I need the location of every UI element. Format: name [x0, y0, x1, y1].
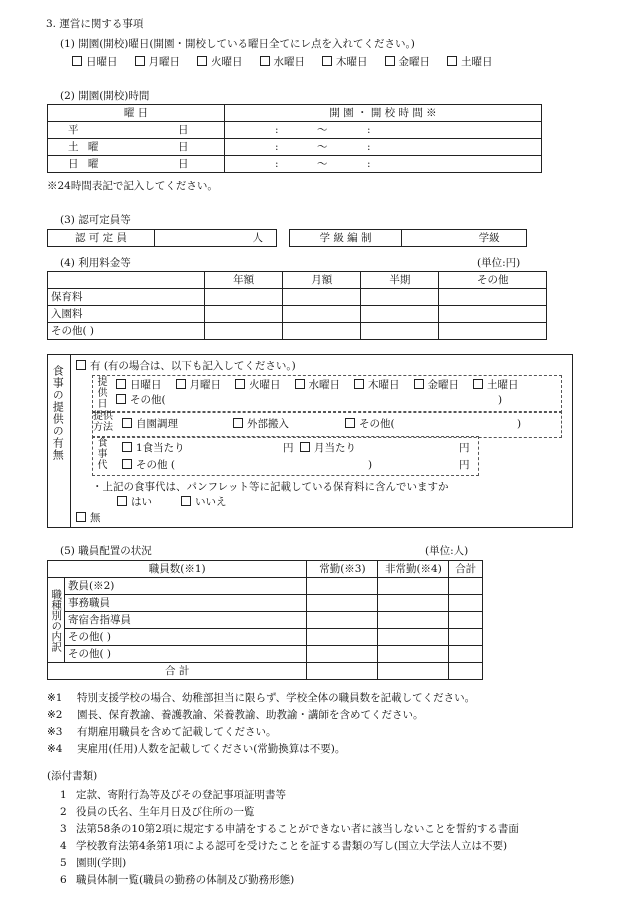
hours-day: 日 曜	[68, 157, 102, 170]
hours-day-suffix: 日	[178, 123, 189, 136]
note-item	[47, 707, 475, 724]
open-day-1	[135, 56, 181, 68]
fees-cell[interactable]	[439, 306, 547, 323]
staff-total-part[interactable]	[378, 663, 449, 680]
staff-part-cell[interactable]	[378, 578, 449, 595]
attachment-text: 役員の氏名、生年月日及び住所の一覧	[76, 806, 255, 818]
attachment-text: 法第58条の10第2項に規定する申請をすることができない者に該当しないことを誓約する書面	[76, 823, 519, 835]
meal-cost-yen-2: 円	[459, 442, 470, 454]
fees-cell[interactable]	[361, 306, 439, 323]
fees-cell[interactable]	[205, 289, 283, 306]
staff-role: その他( )	[65, 646, 307, 663]
class-label: 学 級 編 制	[290, 230, 402, 247]
meals-no-checkbox[interactable]	[76, 512, 86, 522]
meal-day-0-text: 日曜日	[130, 379, 162, 391]
open-day-1-text: 月曜日	[148, 56, 180, 68]
hours-time-field[interactable]	[225, 156, 542, 173]
meal-cost-other-close: )	[368, 459, 373, 471]
staff-role: その他( )	[65, 629, 307, 646]
fees-row	[48, 306, 547, 323]
meal-cost-other-checkbox[interactable]	[122, 459, 132, 469]
hours-sep-close: :	[367, 157, 371, 170]
meal-method-self	[122, 418, 178, 431]
capacity-cap-label: 認 可 定 員	[48, 230, 155, 247]
fees-cell[interactable]	[439, 289, 547, 306]
meal-answer-yes	[117, 496, 152, 509]
meal-day-4-checkbox[interactable]	[354, 379, 364, 389]
meal-day-2-checkbox[interactable]	[235, 379, 245, 389]
hours-row	[48, 122, 542, 139]
meal-method-other	[345, 418, 395, 431]
open-day-3-text: 水曜日	[273, 56, 305, 68]
fees-unit: (単位:円)	[477, 257, 521, 269]
meal-day-4-text: 木曜日	[368, 379, 400, 391]
staff-full-cell[interactable]	[307, 646, 378, 663]
hours-tilde: 〜	[317, 140, 328, 153]
fees-table	[47, 271, 547, 340]
open-day-6	[447, 56, 493, 68]
open-day-5-text: 金曜日	[398, 56, 430, 68]
attachment-text: 定款、寄附行為等及びその登記事項証明書等	[76, 789, 286, 801]
capacity-cap-field[interactable]	[155, 230, 277, 247]
staff-total-cell[interactable]	[449, 646, 483, 663]
open-day-2	[197, 56, 243, 68]
fees-cell[interactable]	[205, 306, 283, 323]
meals-no-text: 無	[90, 512, 101, 524]
staff-full-cell[interactable]	[307, 595, 378, 612]
staff-unit: (単位:人)	[425, 545, 469, 557]
meal-day-5-text: 金曜日	[427, 379, 459, 391]
open-day-6-text: 土曜日	[461, 56, 493, 68]
hours-day-suffix: 日	[178, 157, 189, 170]
hours-day: 平	[68, 123, 82, 136]
meal-day-6-checkbox[interactable]	[473, 379, 483, 389]
hours-sep-close: :	[367, 140, 371, 153]
fees-row-label: 入園料	[48, 306, 205, 323]
hours-sep-open: :	[275, 140, 279, 153]
open-day-4-text: 木曜日	[336, 56, 368, 68]
fees-cell[interactable]	[283, 289, 361, 306]
staff-row	[48, 612, 483, 629]
open-day-2-text: 火曜日	[211, 56, 243, 68]
staff-part-cell[interactable]	[378, 629, 449, 646]
attachment-item	[60, 787, 519, 804]
note-text: 有期雇用職員を含めて記載してください。	[77, 726, 277, 738]
fees-row-label: 保育料	[48, 289, 205, 306]
attachments-list	[60, 787, 519, 889]
meal-cost-per-meal-checkbox[interactable]	[122, 442, 132, 452]
meal-cost-other	[122, 459, 175, 472]
staff-role: 事務職員	[65, 595, 307, 612]
hours-row	[48, 156, 542, 173]
open-days-checkboxes	[72, 56, 510, 69]
attachment-number: 3	[60, 823, 67, 835]
note-item	[47, 724, 475, 741]
meals-yes-text: 有 (有の場合は、以下も記入してください。)	[90, 360, 296, 372]
class-unit: 学級	[478, 231, 500, 244]
hours-sep-open: :	[275, 157, 279, 170]
note-mark: ※1	[47, 692, 63, 704]
capacity-label: (3) 認可定員等	[60, 214, 131, 226]
fees-cell[interactable]	[283, 323, 361, 340]
open-day-1-checkbox[interactable]	[135, 56, 145, 66]
staff-full-cell[interactable]	[307, 629, 378, 646]
staff-col-full: 常勤(※3)	[307, 561, 378, 578]
fees-cell[interactable]	[361, 323, 439, 340]
meal-cost-per-month	[300, 442, 356, 455]
hours-note: ※24時間表記で記入してください。	[47, 180, 218, 192]
fees-cell[interactable]	[205, 323, 283, 340]
open-day-4-checkbox[interactable]	[322, 56, 332, 66]
attachments-label: (添付書類)	[47, 770, 98, 782]
capacity-table	[47, 229, 277, 247]
meal-method-self-checkbox[interactable]	[122, 418, 132, 428]
note-text: 実雇用(任用)人数を記載してください(常勤換算は不要)。	[77, 743, 346, 755]
meal-included-question: ・上記の食事代は、パンフレット等に記載している保育料に含んでいますか	[92, 481, 449, 493]
attachment-text: 職員体制一覧(職員の勤務の体制及び勤務形態)	[76, 874, 295, 886]
note-text: 特別支援学校の場合、幼稚部担当に限らず、学校全体の職員数を記載してください。	[77, 692, 476, 704]
fees-col-header: その他	[439, 272, 547, 289]
fees-row	[48, 323, 547, 340]
meal-day-6-text: 土曜日	[487, 379, 519, 391]
open-day-4	[322, 56, 368, 68]
attachment-text: 園則(学則)	[76, 857, 127, 869]
hours-day-cell	[48, 139, 225, 156]
staff-col-total: 合計	[449, 561, 483, 578]
attachment-item	[60, 838, 519, 855]
meal-day-2-text: 火曜日	[249, 379, 281, 391]
meal-answer-no-checkbox[interactable]	[181, 496, 191, 506]
fees-cell[interactable]	[361, 289, 439, 306]
meal-cost-per-month-text: 月当たり	[314, 442, 356, 454]
note-item	[47, 741, 475, 758]
meal-day-6	[473, 379, 519, 391]
meal-cost-other-text: その他 (	[136, 459, 175, 471]
meal-method-external	[233, 418, 289, 431]
attachment-number: 6	[60, 874, 67, 886]
staff-part-cell[interactable]	[378, 595, 449, 612]
open-day-2-checkbox[interactable]	[197, 56, 207, 66]
open-days-label: (1) 開園(開校)曜日(開園・開校している曜日全てにレ点を入れてください。)	[60, 38, 415, 50]
open-day-5	[385, 56, 431, 68]
hours-tilde: 〜	[317, 123, 328, 136]
hours-day: 土 曜	[68, 140, 102, 153]
open-day-6-checkbox[interactable]	[447, 56, 457, 66]
meals-yes	[76, 360, 296, 373]
meal-cost-per-meal	[122, 442, 185, 455]
meal-days-other-close: )	[498, 394, 503, 406]
meal-day-0-checkbox[interactable]	[116, 379, 126, 389]
staff-row	[48, 629, 483, 646]
fees-cell[interactable]	[283, 306, 361, 323]
hours-time-field[interactable]	[225, 139, 542, 156]
attachment-item	[60, 872, 519, 889]
hours-sep-open: :	[275, 123, 279, 136]
meal-cost-per-meal-text: 1食当たり	[136, 442, 185, 454]
section-heading: 3. 運営に関する事項	[46, 18, 144, 30]
meal-days-checkboxes	[116, 379, 533, 392]
capacity-cap-unit: 人	[252, 231, 263, 244]
meal-day-3-text: 水曜日	[308, 379, 340, 391]
fees-label: (4) 利用料金等	[60, 257, 131, 269]
meals-side-label: 食事の提供の有無	[51, 365, 65, 461]
hours-table	[47, 104, 542, 173]
meal-method-external-checkbox[interactable]	[233, 418, 243, 428]
hours-row	[48, 139, 542, 156]
meal-days-other	[116, 394, 166, 407]
meal-day-0	[116, 379, 162, 391]
hours-header-time: 開 園 ・ 開 校 時 間 ※	[225, 105, 542, 122]
staff-full-cell[interactable]	[307, 612, 378, 629]
meal-cost-yen-3: 円	[459, 459, 470, 471]
staff-total-label: 合 計	[48, 663, 307, 680]
staff-total-sum[interactable]	[449, 663, 483, 680]
meal-method-other-text: その他(	[359, 418, 395, 430]
attachment-item	[60, 804, 519, 821]
meal-answer-no	[181, 496, 227, 509]
meal-method-label: 提供方法	[93, 411, 113, 433]
meal-day-5-checkbox[interactable]	[414, 379, 424, 389]
meal-day-4	[354, 379, 400, 391]
meal-cost-per-month-checkbox[interactable]	[300, 442, 310, 452]
attachment-number: 2	[60, 806, 67, 818]
attachment-number: 5	[60, 857, 67, 869]
staff-label: (5) 職員配置の状況	[60, 545, 152, 557]
staff-side-cell	[48, 578, 65, 663]
open-day-0-checkbox[interactable]	[72, 56, 82, 66]
meal-cost-label: 食事代	[95, 437, 106, 470]
open-day-0	[72, 56, 118, 68]
class-field[interactable]	[402, 230, 527, 247]
meal-answer-no-text: いいえ	[195, 496, 227, 508]
note-mark: ※4	[47, 743, 63, 755]
hours-sep-close: :	[367, 123, 371, 136]
attachment-number: 4	[60, 840, 67, 852]
fees-col-header: 半期	[361, 272, 439, 289]
meals-yes-checkbox[interactable]	[76, 360, 86, 370]
open-day-5-checkbox[interactable]	[385, 56, 395, 66]
meals-no	[76, 512, 101, 525]
note-mark: ※3	[47, 726, 63, 738]
staff-part-cell[interactable]	[378, 612, 449, 629]
staff-total-cell[interactable]	[449, 612, 483, 629]
open-day-0-text: 日曜日	[86, 56, 118, 68]
staff-row	[48, 595, 483, 612]
staff-total-full[interactable]	[307, 663, 378, 680]
meal-day-1	[176, 379, 222, 391]
attachment-item	[60, 821, 519, 838]
staff-side-label: 職種別の内訳	[50, 588, 63, 652]
open-day-3-checkbox[interactable]	[260, 56, 270, 66]
meal-method-other-checkbox[interactable]	[345, 418, 355, 428]
meal-day-1-checkbox[interactable]	[176, 379, 186, 389]
hours-label: (2) 開園(開校)時間	[60, 90, 150, 102]
attachment-item	[60, 855, 519, 872]
staff-row	[48, 646, 483, 663]
class-table	[289, 229, 527, 247]
hours-tilde: 〜	[317, 157, 328, 170]
staff-part-cell[interactable]	[378, 646, 449, 663]
note-item	[47, 690, 475, 707]
meal-answer-yes-text: はい	[131, 496, 152, 508]
hours-day-cell	[48, 156, 225, 173]
meal-day-5	[414, 379, 460, 391]
meal-cost-yen-1: 円	[283, 442, 294, 454]
meal-method-other-close: )	[517, 418, 522, 430]
meal-days-label: 提供日	[95, 376, 106, 409]
open-day-3	[260, 56, 306, 68]
fees-col-header: 年額	[205, 272, 283, 289]
attachment-text: 学校教育法第4条第1項による認可を受けたことを証する書類の写し(国立大学法人立は不要)	[76, 840, 508, 852]
staff-total-cell[interactable]	[449, 595, 483, 612]
meal-method-self-text: 自園調理	[136, 418, 178, 430]
attachment-number: 1	[60, 789, 67, 801]
staff-col-part: 非常勤(※4)	[378, 561, 449, 578]
staff-total-cell[interactable]	[449, 629, 483, 646]
fees-row	[48, 289, 547, 306]
meal-method-external-text: 外部搬入	[247, 418, 289, 430]
meal-day-1-text: 月曜日	[189, 379, 221, 391]
meal-days-other-checkbox[interactable]	[116, 394, 126, 404]
meal-day-3	[295, 379, 341, 391]
fees-col-header: 月額	[283, 272, 361, 289]
staff-total-cell[interactable]	[449, 578, 483, 595]
meal-day-2	[235, 379, 281, 391]
hours-day-cell	[48, 122, 225, 139]
hours-day-suffix: 日	[178, 140, 189, 153]
staff-role: 寄宿舎指導員	[65, 612, 307, 629]
note-mark: ※2	[47, 709, 63, 721]
meal-days-other-text: その他(	[130, 394, 166, 406]
meal-day-3-checkbox[interactable]	[295, 379, 305, 389]
staff-table	[47, 560, 483, 680]
hours-time-field[interactable]	[225, 122, 542, 139]
hours-header-day: 曜 日	[48, 105, 225, 122]
fees-row-label: その他( )	[48, 323, 205, 340]
note-text: 園長、保育教諭、養護教諭、栄養教諭、助教諭・講師を含めてください。	[77, 709, 424, 721]
staff-col-count: 職員数(※1)	[48, 561, 307, 578]
staff-full-cell[interactable]	[307, 578, 378, 595]
fees-cell[interactable]	[439, 323, 547, 340]
staff-notes	[47, 690, 475, 758]
staff-role: 教員(※2)	[65, 578, 307, 595]
meal-answer-yes-checkbox[interactable]	[117, 496, 127, 506]
staff-row	[48, 578, 483, 595]
